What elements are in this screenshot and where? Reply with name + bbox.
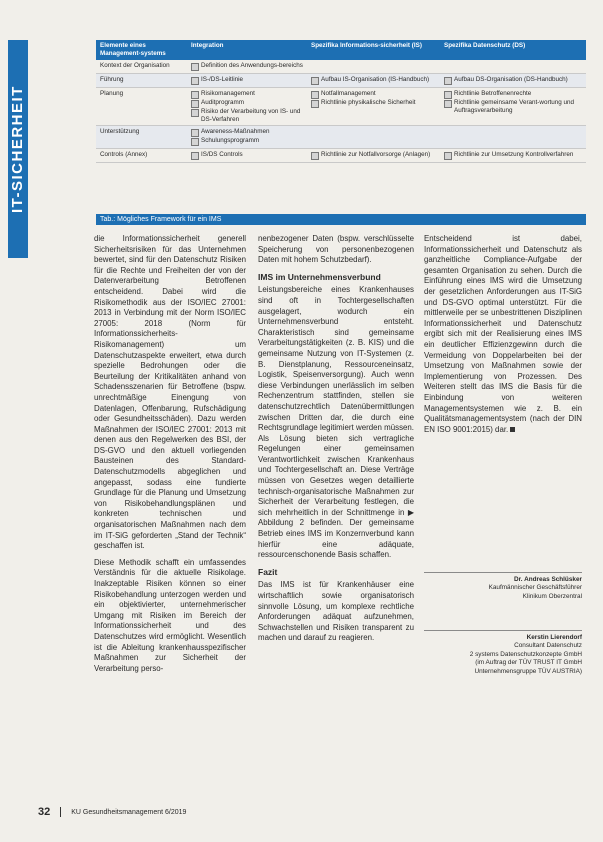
end-of-article-icon [510,427,515,432]
cell-item [191,62,303,71]
table-cell [440,126,586,148]
header-cell: Spezifika Datenschutz (DS) [444,42,526,49]
page-footer [38,806,186,818]
table-body [96,60,586,163]
cell-item [444,99,582,114]
row-label: Führung [100,76,124,83]
cell-item-text: Richtlinie zur Notfallvorsorge (Anlagen) [321,151,431,158]
table-header [96,40,586,60]
cell-item-text: Richtlinie physikalische Sicherheit [321,99,416,106]
document-icon [191,109,199,117]
table-row [96,60,586,74]
table-cell [187,88,307,125]
cell-item-text: Definition des Anwendungs-bereichs [201,62,303,69]
table-row [96,74,586,88]
cell-item-text: Risiko der Verarbeitung von IS- und DS-Verfahren [201,108,301,123]
paragraph: Das IMS ist für Krankenhäuser eine wirtschaftlich sowie organisatorisch sinnvolle Lösung, um komplexe rechtliche Anforderungen adäquat aufzunehmen, Schwachstellen und Risiken transparent zu machen und darauf zu reagieren. [258,580,414,643]
paragraph: die Informationssicherheit generell Sicherheitsrisiken für das Unternehmen bewertet, sind für den Datenschutz Risiken für die Rechte und Freiheiten der von der Datenverarbeitung Betroffenen entscheidend. Dabei wird die Risikomethodik aus der ISO/IEC 27001: 2013 in Verbindung mit der Norm ISO/IEC 27005: 2018 (Norm für Informationssicherheits-Risikomanagement) um Datenschutzaspekte erweitert, etwa durch spezielle Bedrohungen oder die Beurteilung der Kritikalitäten anhand von Schadensszenarien für Betroffene (bspw. unrechtmäßige Einengung von Datenlagen, Offenbarung, Rufschädigung oder Gesundheitsschäden). Dazu werden Maßnahmen der ISO/IEC 27001: 2013 mit denen aus den Regelwerken des BSI, der DS-GVO und den aktuell vorliegenden Bausteinen des Standard-Datenschutzmodells abgeglichen und angepasst, sodass eine fundierte Grundlage für die Planung und Umsetzung von Risikobehandlungsplänen und konkreten technischen und organisatorischen Maßnahmen nach dem im IT-SiG geforderten „Stand der Technik“ geschaffen ist. [94,234,246,551]
text-column-2 [258,234,414,650]
table-row [96,88,586,126]
paragraph: Leistungsbereiche eines Krankenhauses sind oft in Tochtergesellschaften ausgelagert, wodurch ein Unternehmensverbund entsteht. Charakteristisch sind gemeinsame Verarbeitungstätigkeiten (z. B. KIS) und die gemeinsame Nutzung von IT-Systemen (z. B. Dienstplanung, Ressourceneinsatz, Logistik, Speisenversorgung). Auch wenn diese Verbindungen unerlässlich im selben Rechenzentrum stattfinden, stellen sie datenschutzrechtlich Datenübermittlungen zwischen Dritten dar, die durch eine Rechtsgrundlage legitimiert werden müssen. Als Lösung bieten sich vertragliche Regelungen einer gemeinsamen Verantwortlichkeit zwischen Krankenhaus und Tochtergesellschaft an. Diese Verträge müssen von Gesetzes wegen detaillierte technisch-organisatorische Maßnahmen zur Sicherheit der Verarbeitung festlegen, die sich mehrheitlich in der Schnittmenge in ▶ Abbildung 2 befinden. Der gemeinsame Betrieb eines IMS im Konzernverbund kann hierfür eine adäquate, ressourcenschonende Basis schaffen. [258,285,414,560]
cell-item [311,99,436,108]
cell-item-text: Aufbau IS-Organisation (IS-Handbuch) [321,76,430,83]
cell-item [311,90,436,99]
document-icon [191,77,199,85]
table-caption: Tab.: Mögliches Framework für ein IMS [96,214,586,225]
paragraph: nenbezogener Daten (bspw. verschlüsselte Speicherung von personenbezogenen Daten mit hohem Schutzbedarf). [258,234,414,265]
cell-item [191,108,303,123]
table-cell [440,88,586,125]
paragraph: Diese Methodik schafft ein umfassendes Verständnis für die aktuelle Risikolage. Inakzeptable Risiken können so einer Risikobehandlung unterzogen werden und ein objektivierter, unternehmerischer Umgang mit Risiken im Bereich der Informationssicherheit und des Datenschutzes wird ermöglicht. Wesentlich ist die Ableitung krankenhausspezifischer Maßnahmen zur Sicherheit der Verarbeitung perso- [94,557,246,673]
text-column-1 [94,234,246,680]
document-icon [191,152,199,160]
document-icon [444,100,452,108]
author-affiliation: (im Auftrag der TÜV TRUST IT GmbH [475,659,582,667]
table-cell [307,74,440,87]
section-heading: Fazit [258,566,278,577]
framework-table [96,40,586,163]
document-icon [311,100,319,108]
page-number: 32 [38,806,51,818]
table-cell [440,60,586,73]
paragraph-text: Entscheidend ist dabei, Informationssicherheit und Datenschutz als ganzheitliche Compliance-Aufgabe der gesamten Organisation zu sehen. Durch die Einführung eines IMS wird die Umsetzung der gesetzlichen Anforderungen aus IT-SiG und DS-GVO optimal unterstützt. Für die mittlerweile per se unbestrittenen Disziplinen Informationssicherheit und Datenschutz ergibt sich mit der Realisierung eines IMS ein deutlicher Effizienzgewinn durch die Vermeidung von Doppelarbeiten bei der Umsetzung von Maßnahmen sowie der Implementierung von Prozessen. Des Weiteren stellt das IMS die Basis für die Einbindung von weiteren Managementsystemen wie z. B. ein Qualitätsmanagementsystem (nach der DIN EN ISO 9001:2015) dar. [424,234,582,434]
table-row [96,126,586,149]
document-icon [444,152,452,160]
document-icon [311,77,319,85]
row-label: Kontext der Organisation [100,62,170,69]
table-cell [307,60,440,73]
cell-item [444,90,582,99]
table-cell [187,74,307,87]
author-affiliation: Consultant Datenschutz [514,642,582,650]
cell-item [191,137,303,146]
author-affiliation: Klinikum Oberzentral [522,592,582,600]
cell-item-text: IS-/DS-Leitlinie [201,76,243,83]
document-icon [191,129,199,137]
document-icon [191,138,199,146]
author-affiliation: Unternehmensgruppe TÜV AUSTRIA) [474,667,582,675]
cell-item [311,151,436,160]
section-heading: IMS im Unternehmensverbund [258,271,381,282]
table-cell [440,74,586,87]
document-icon [444,91,452,99]
publication-name: KU Gesundheitsmanagement 6/2019 [71,808,187,816]
document-icon [311,91,319,99]
table-cell [187,126,307,148]
row-label: Planung [100,90,124,97]
document-icon [191,100,199,108]
document-icon [444,77,452,85]
author-affiliation: 2 systems Datenschutzkonzepte GmbH [469,650,582,658]
author-block [424,576,582,601]
footer-divider [60,807,61,817]
cell-item [191,99,303,108]
text-column-3 [424,234,582,441]
cell-item [191,151,303,160]
cell-item [444,151,582,160]
cell-item-text: Richtlinie gemeinsame Verant-wortung und Auftragsverarbeitung [454,99,575,114]
document-icon [191,91,199,99]
table-cell [307,149,440,162]
cell-item-text: Risikomanagement [201,90,255,97]
header-cell: Integration [191,42,224,49]
cell-item-text: Awareness-Maßnahmen [201,128,270,135]
cell-item [191,128,303,137]
cell-item-text: Notfallmanagement [321,90,376,97]
cell-item [444,76,582,85]
header-cell: Elemente eines Management-systems [100,42,166,57]
cell-item-text: Schulungsprogramm [201,137,260,144]
paragraph [424,234,582,435]
author-affiliation: Kaufmännischer Geschäftsführer [488,584,582,592]
row-label: Controls (Annex) [100,151,148,158]
author-name: Dr. Andreas Schlüsker [514,576,582,583]
table-cell [307,88,440,125]
author-block [424,634,582,676]
section-label: IT-SICHERHEIT [9,85,26,213]
cell-item-text: Richtlinie zur Umsetzung Kontrollverfahren [454,151,574,158]
table-cell [307,126,440,148]
author-divider [424,572,582,573]
cell-item [191,76,303,85]
table-row [96,149,586,163]
table-cell [187,60,307,73]
author-divider [424,630,582,631]
cell-item-text: IS/DS Controls [201,151,243,158]
table-cell [440,149,586,162]
document-icon [191,63,199,71]
cell-item [311,76,436,85]
table-cell [187,149,307,162]
header-cell: Spezifika Informations-sicherheit (IS) [311,42,422,49]
cell-item-text: Aufbau DS-Organisation (DS-Handbuch) [454,76,568,83]
cell-item [191,90,303,99]
author-name: Kerstin Lierendorf [526,634,582,641]
document-icon [311,152,319,160]
row-label: Unterstützung [100,128,140,135]
cell-item-text: Richtlinie Betroffenenrechte [454,90,532,97]
cell-item-text: Auditprogramm [201,99,245,106]
